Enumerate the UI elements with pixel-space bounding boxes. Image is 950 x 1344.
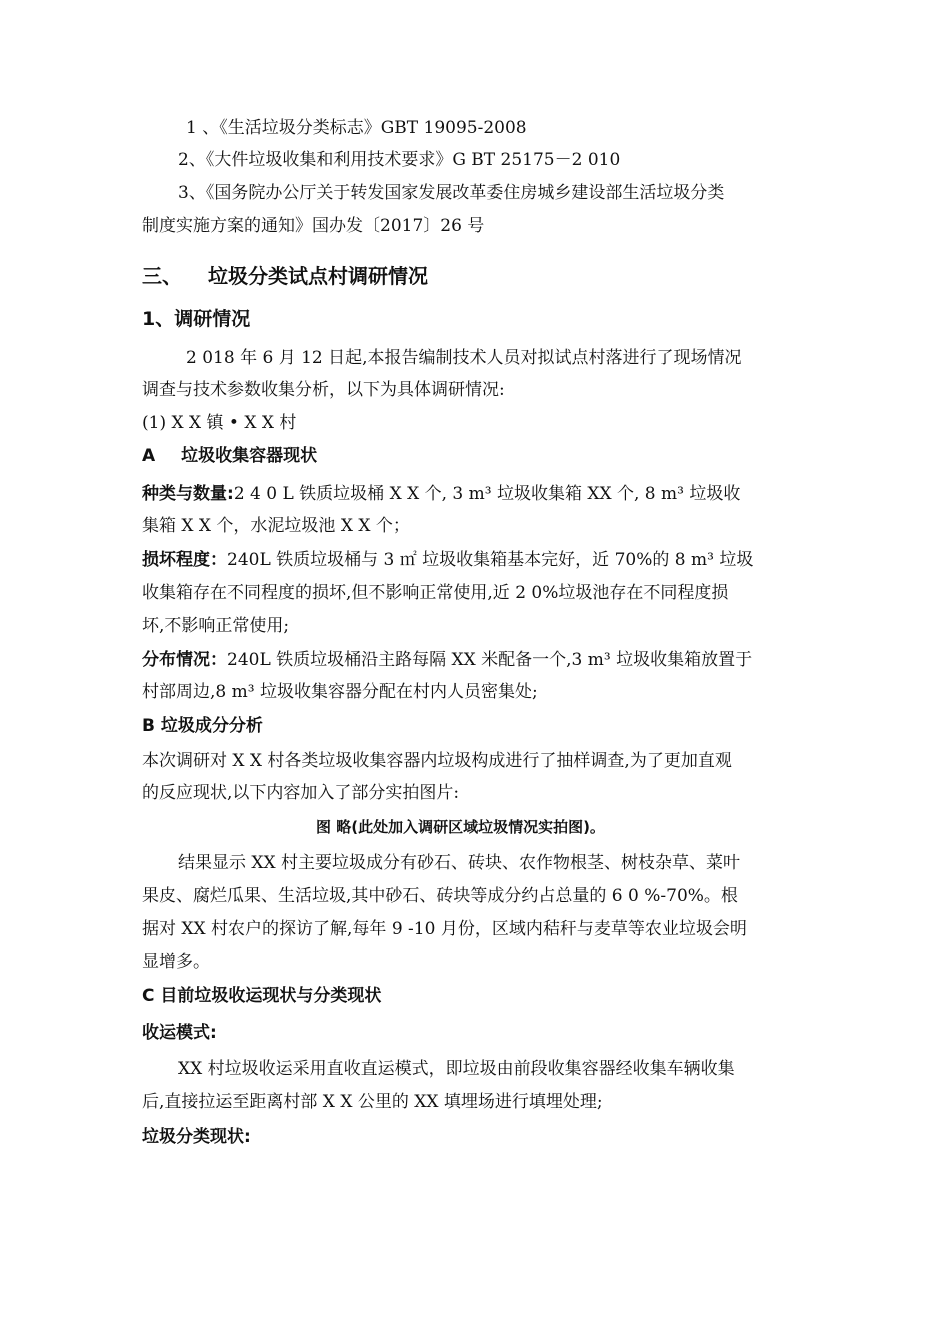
part-b-line1: 本次调研对 X X 村各类垃圾收集容器内垃圾构成进行了抽样调查,为了更加直观 (142, 751, 732, 771)
village-label: (1) X X 镇 • X X 村 (142, 413, 297, 433)
mode-line1: XX 村垃圾收运采用直收直运模式，即垃圾由前段收集容器经收集车辆收集 (178, 1059, 735, 1079)
types-line2: 集箱 X X 个，水泥垃圾池 X X 个； (142, 516, 410, 536)
figure-caption: 图 略(此处加入调研区域垃圾情况实拍图)。 (316, 818, 605, 836)
section-number: 三、 (142, 264, 182, 288)
part-b-line2: 的反应现状,以下内容加入了部分实拍图片: (142, 783, 460, 803)
result-line4: 显增多。 (142, 952, 210, 972)
intro-line2: 调查与技术参数收集分析，以下为具体调研情况: (142, 380, 505, 400)
part-c-heading: C 目前垃圾收运现状与分类现状 (142, 986, 382, 1006)
result-line2: 果皮、腐烂瓜果、生活垃圾,其中砂石、砖块等成分约占总量的 6 0 %-70%。根 (142, 886, 738, 906)
damage-line1 (142, 548, 753, 572)
part-b-heading: B 垃圾成分分析 (142, 716, 263, 736)
types-label: 种类与数量: (142, 484, 234, 504)
damage-line2: 收集箱存在不同程度的损坏,但不影响正常使用,近 2 0%垃圾池存在不同程度损 (142, 583, 729, 603)
section-heading (142, 262, 428, 290)
part-a-letter: A (142, 446, 156, 466)
types-text: 2 4 0 L 铁质垃圾桶 X X 个, 3 m³ 垃圾收集箱 XX 个, 8 m³ 垃圾收 (233, 484, 741, 504)
distribution-label: 分布情况： (142, 650, 227, 670)
result-line3: 据对 XX 村农户的探访了解,每年 9 -10 月份，区域内秸秆与麦草等农业垃圾会明 (142, 919, 747, 939)
subsection-heading: 1、调研情况 (142, 308, 251, 330)
damage-text: 240L 铁质垃圾桶与 3 ㎡ 垃圾收集箱基本完好，近 70%的 8 m³ 垃圾 (227, 550, 754, 570)
result-line1: 结果显示 XX 村主要垃圾成分有砂石、砖块、农作物根茎、树枝杂草、菜叶 (178, 853, 741, 873)
part-a-title: 垃圾收集容器现状 (181, 446, 318, 466)
reference-3-line2: 制度实施方案的通知》国办发〔2017〕26 号 (142, 216, 485, 236)
reference-1: 1 、《生活垃圾分类标志》GBT 19095-2008 (186, 118, 527, 138)
sorting-label: 垃圾分类现状: (142, 1127, 251, 1147)
distribution-line2: 村部周边,8 m³ 垃圾收集容器分配在村内人员密集处; (142, 682, 538, 702)
reference-3-line1: 3、《国务院办公厅关于转发国家发展改革委住房城乡建设部生活垃圾分类 (178, 183, 725, 203)
damage-label: 损坏程度： (142, 550, 227, 570)
types-line1 (142, 482, 740, 506)
part-a-heading (142, 444, 317, 468)
damage-line3: 坏,不影响正常使用; (142, 616, 290, 636)
mode-label: 收运模式: (142, 1023, 217, 1043)
mode-line2: 后,直接拉运至距离村部 X X 公里的 XX 填埋场进行填埋处理; (142, 1092, 603, 1112)
intro-line1: 2 018 年 6 月 12 日起,本报告编制技术人员对拟试点村落进行了现场情况 (186, 348, 742, 368)
section-title: 垃圾分类试点村调研情况 (208, 264, 428, 288)
reference-2: 2、《大件垃圾收集和利用技术要求》G BT 25175－2 010 (178, 150, 621, 170)
distribution-line1 (142, 648, 752, 672)
distribution-text: 240L 铁质垃圾桶沿主路每隔 XX 米配备一个,3 m³ 垃圾收集箱放置于 (227, 650, 753, 670)
